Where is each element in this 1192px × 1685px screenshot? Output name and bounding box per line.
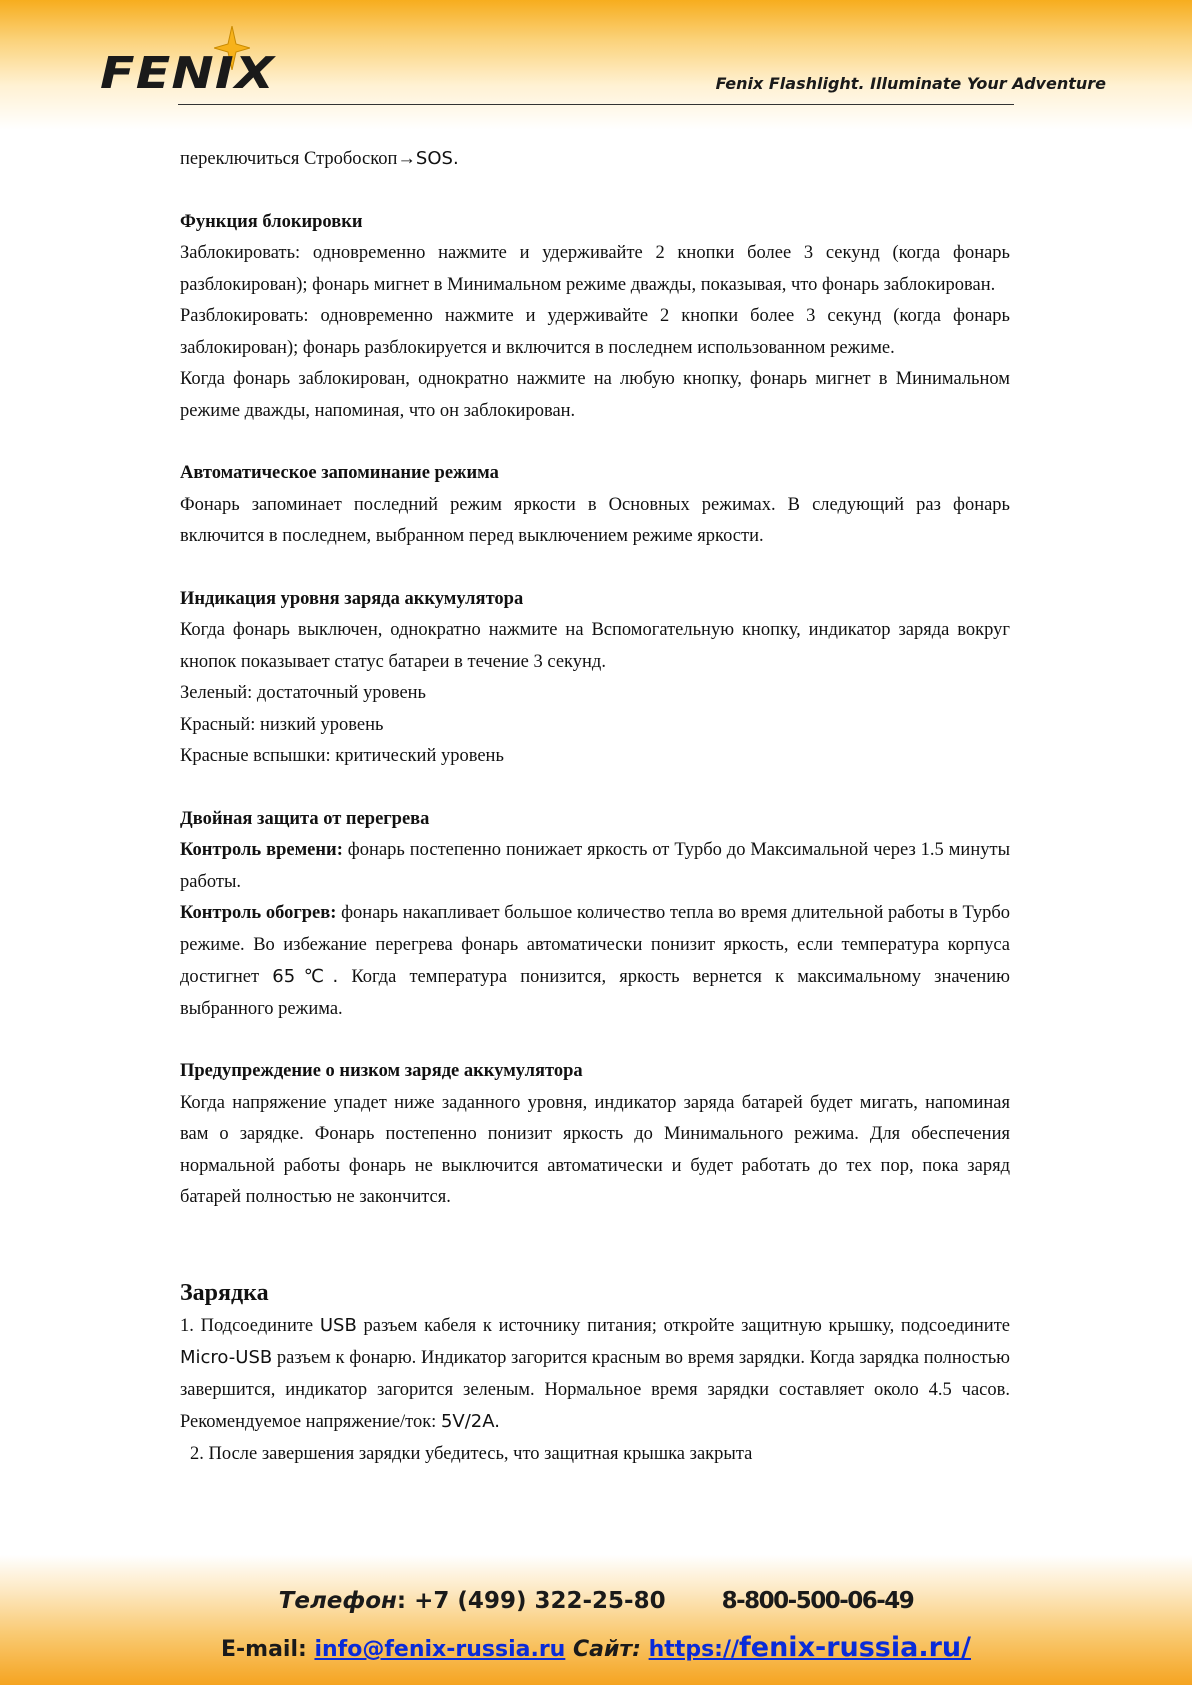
footer-contacts [0,1632,1192,1663]
phone-number-2: 8-800-500-06-49 [721,1588,914,1614]
phone-label: Телефон [278,1588,397,1614]
logo-text: FENIX [100,48,276,99]
low-battery-paragraph: Когда напряжение упадет ниже заданного уровня, индикатор заряда батарей будет мигать, напоминая вам о зарядке. Фонарь постепенно понизит яркость до Минимального режима. Для обеспечения нормальной работы фонарь не выключится автоматически и будет работать до тех пор, пока заряд батарей полностью не закончится. [180,1092,1010,1207]
memory-paragraph: Фонарь запоминает последний режим яркости в Основных режимах. В следующий раз фонарь включится в последнем, выбранном перед выключением режиме яркости. [180,494,1010,546]
overheat-time-paragraph: Контроль времени: фонарь постепенно понижает яркость от Турбо до Максимальной через 1.5 минуты работы. [180,840,1011,892]
charging-step-1: 1. Подсоедините USB разъем кабеля к источнику питания; откройте защитную крышку, подсоедините Micro-USB разъем к фонарю. Индикатор загорится красным во время зарядки. Когда зарядка полностью завершится, индикатор загорится зеленым. Нормальное время зарядки составляет около 4.5 часов. Рекомендуемое напряжение/ток: 5V/2A. [180,1314,1010,1432]
lock-paragraph-1: Заблокировать: одновременно нажмите и удерживайте 2 кнопки более 3 секунд (когда фонарь разблокирован); фонарь мигнет в Минимальном режиме дважды, показывая, что фонарь заблокирован. [180,243,1010,295]
battery-red-line: Красный: низкий уровень [180,714,384,735]
email-link[interactable]: info@fenix-russia.ru [314,1637,566,1662]
charging-step-2: 2. После завершения зарядки убедитесь, что защитная крышка закрыта [190,1443,753,1464]
footer-band [0,1555,1192,1685]
section-title-low-battery: Предупреждение о низком заряде аккумулятора [180,1061,583,1081]
overheat-heat-paragraph: Контроль обогрев: фонарь накапливает большое количество тепла во время длительной работы в Турбо режиме. Во избежание перегрева фонарь автоматически понизит яркость, если температура корпуса достигнет 65℃. Когда температура понизится, яркость вернется к максимальному значению выбранного режима. [180,903,1011,1019]
footer-phones: Телефон: +7 (499) 322-25-80 8-800-500-06-49 [278,1588,914,1614]
site-link[interactable]: https://fenix-russia.ru/ [648,1632,971,1663]
site-label: Сайт: [565,1637,649,1662]
section-title-overheat: Двойная защита от перегрева [180,808,430,829]
battery-green-line: Зеленый: достаточный уровень [180,683,426,703]
intro-line: переключиться Стробоскоп→SOS. [180,148,459,169]
email-label: E-mail: [221,1637,315,1662]
header-divider [178,104,1014,105]
header-tagline: Fenix Flashlight. Illuminate Your Adventure [715,74,1106,93]
section-title-memory: Автоматическое запоминание режима [180,463,499,483]
phone-number-1: +7 (499) 322-25-80 [414,1588,666,1614]
lock-paragraph-2: Разблокировать: одновременно нажмите и удерживайте 2 кнопки более 3 секунд (когда фонарь заблокирован); фонарь разблокируется и включится в последнем использованном режиме. [180,306,1010,358]
section-title-battery: Индикация уровня заряда аккумулятора [180,588,524,609]
battery-paragraph: Когда фонарь выключен, однократно нажмите на Вспомогательную кнопку, индикатор заряда вокруг кнопок показывает статус батареи в течение 3 секунд. [180,620,1010,672]
section-title-charging: Зарядка [180,1279,269,1306]
lock-paragraph-3: Когда фонарь заблокирован, однократно нажмите на любую кнопку, фонарь мигнет в Минимальном режиме дважды, напоминая, что он заблокирован. [180,369,1010,421]
fenix-logo [100,26,290,102]
section-title-lock: Функция блокировки [180,211,363,232]
document-body [180,143,1010,1470]
battery-red-flash-line: Красные вспышки: критический уровень [180,746,504,766]
